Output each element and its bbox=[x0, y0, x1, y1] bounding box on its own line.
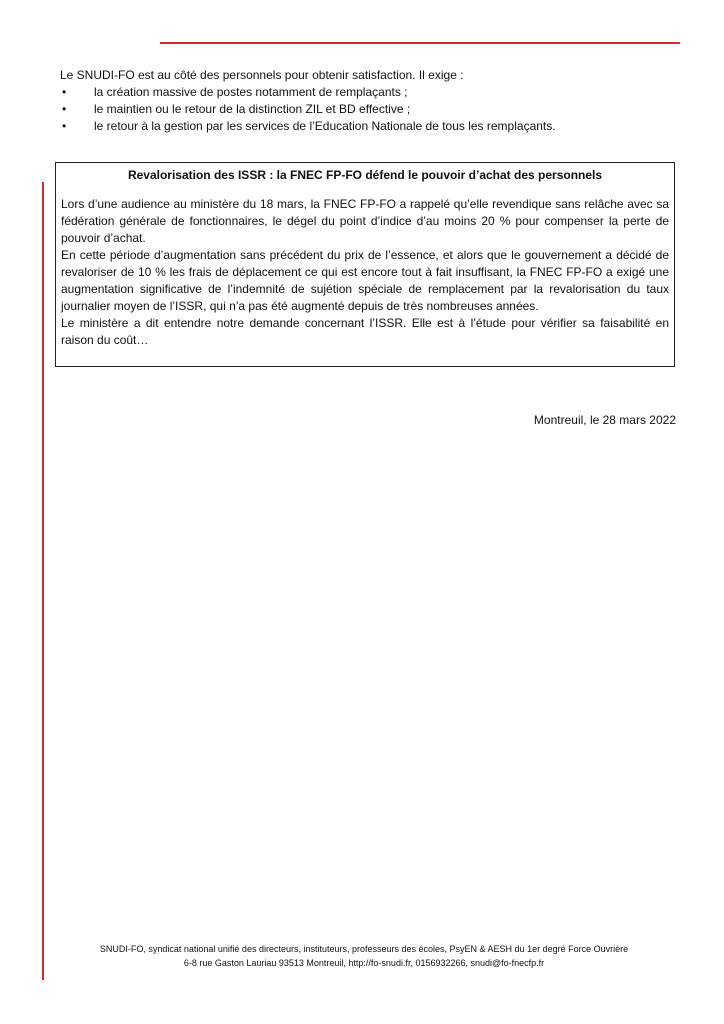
demand-text: le retour à la gestion par les services de l’Education Nationale de tous les remplaçants. bbox=[94, 119, 556, 133]
box-paragraph: En cette période d’augmentation sans précédent du prix de l’essence, et alors que le gouvernement a décidé de revaloriser de 10 % les frais de déplacement ce qui est encore tout à fait insuffisant, la FNEC FP-FO a exigé une augmentation significative de l’indemnité de sujétion spéciale de remplacement par la revalorisation du taux journalier moyen de l’ISSR, qui n’a pas été augmenté depuis de très nombreuses années. bbox=[61, 248, 669, 313]
page-footer bbox=[44, 942, 684, 970]
bullet-icon: • bbox=[62, 119, 67, 133]
list-item bbox=[60, 84, 680, 101]
box-paragraph: Lors d’une audience au ministère du 18 mars, la FNEC FP-FO a rappelé qu’elle revendique sans relâche avec sa fédération générale de fonctionnaires, le dégel du point d’indice d’au moins 20 % pour compenser la perte de pouvoir d’achat. bbox=[61, 197, 669, 245]
demand-text: le maintien ou le retour de la distinction ZIL et BD effective ; bbox=[94, 102, 411, 116]
intro-lead: Le SNUDI-FO est au côté des personnels pour obtenir satisfaction. Il exige : bbox=[60, 68, 464, 82]
left-red-rule bbox=[42, 182, 44, 980]
top-red-rule bbox=[160, 42, 680, 44]
demand-text: la création massive de postes notamment de remplaçants ; bbox=[94, 85, 408, 99]
bullet-icon: • bbox=[62, 85, 67, 99]
box-title: Revalorisation des ISSR : la FNEC FP-FO défend le pouvoir d’achat des personnels bbox=[127, 168, 603, 182]
list-item bbox=[60, 118, 680, 135]
footer-line-organisation: SNUDI-FO, syndicat national unifié des directeurs, instituteurs, professeurs des écoles, PsyEN & AESH du 1er degré Force Ouvrière bbox=[99, 944, 629, 954]
box-paragraph: Le ministère a dit entendre notre demande concernant l’ISSR. Elle est à l’étude pour vérifier sa faisabilité en raison du coût… bbox=[61, 316, 669, 347]
bullet-icon: • bbox=[62, 102, 67, 116]
demands-list bbox=[60, 84, 680, 135]
intro-section bbox=[60, 67, 680, 135]
issr-info-box bbox=[55, 162, 675, 367]
list-item bbox=[60, 101, 680, 118]
place-date-signature: Montreuil, le 28 mars 2022 bbox=[533, 413, 676, 427]
footer-line-contact: 6-8 rue Gaston Lauriau 93513 Montreuil, http://fo-snudi.fr, 0156932266, snudi@fo-fnecfp.fr bbox=[183, 958, 545, 968]
